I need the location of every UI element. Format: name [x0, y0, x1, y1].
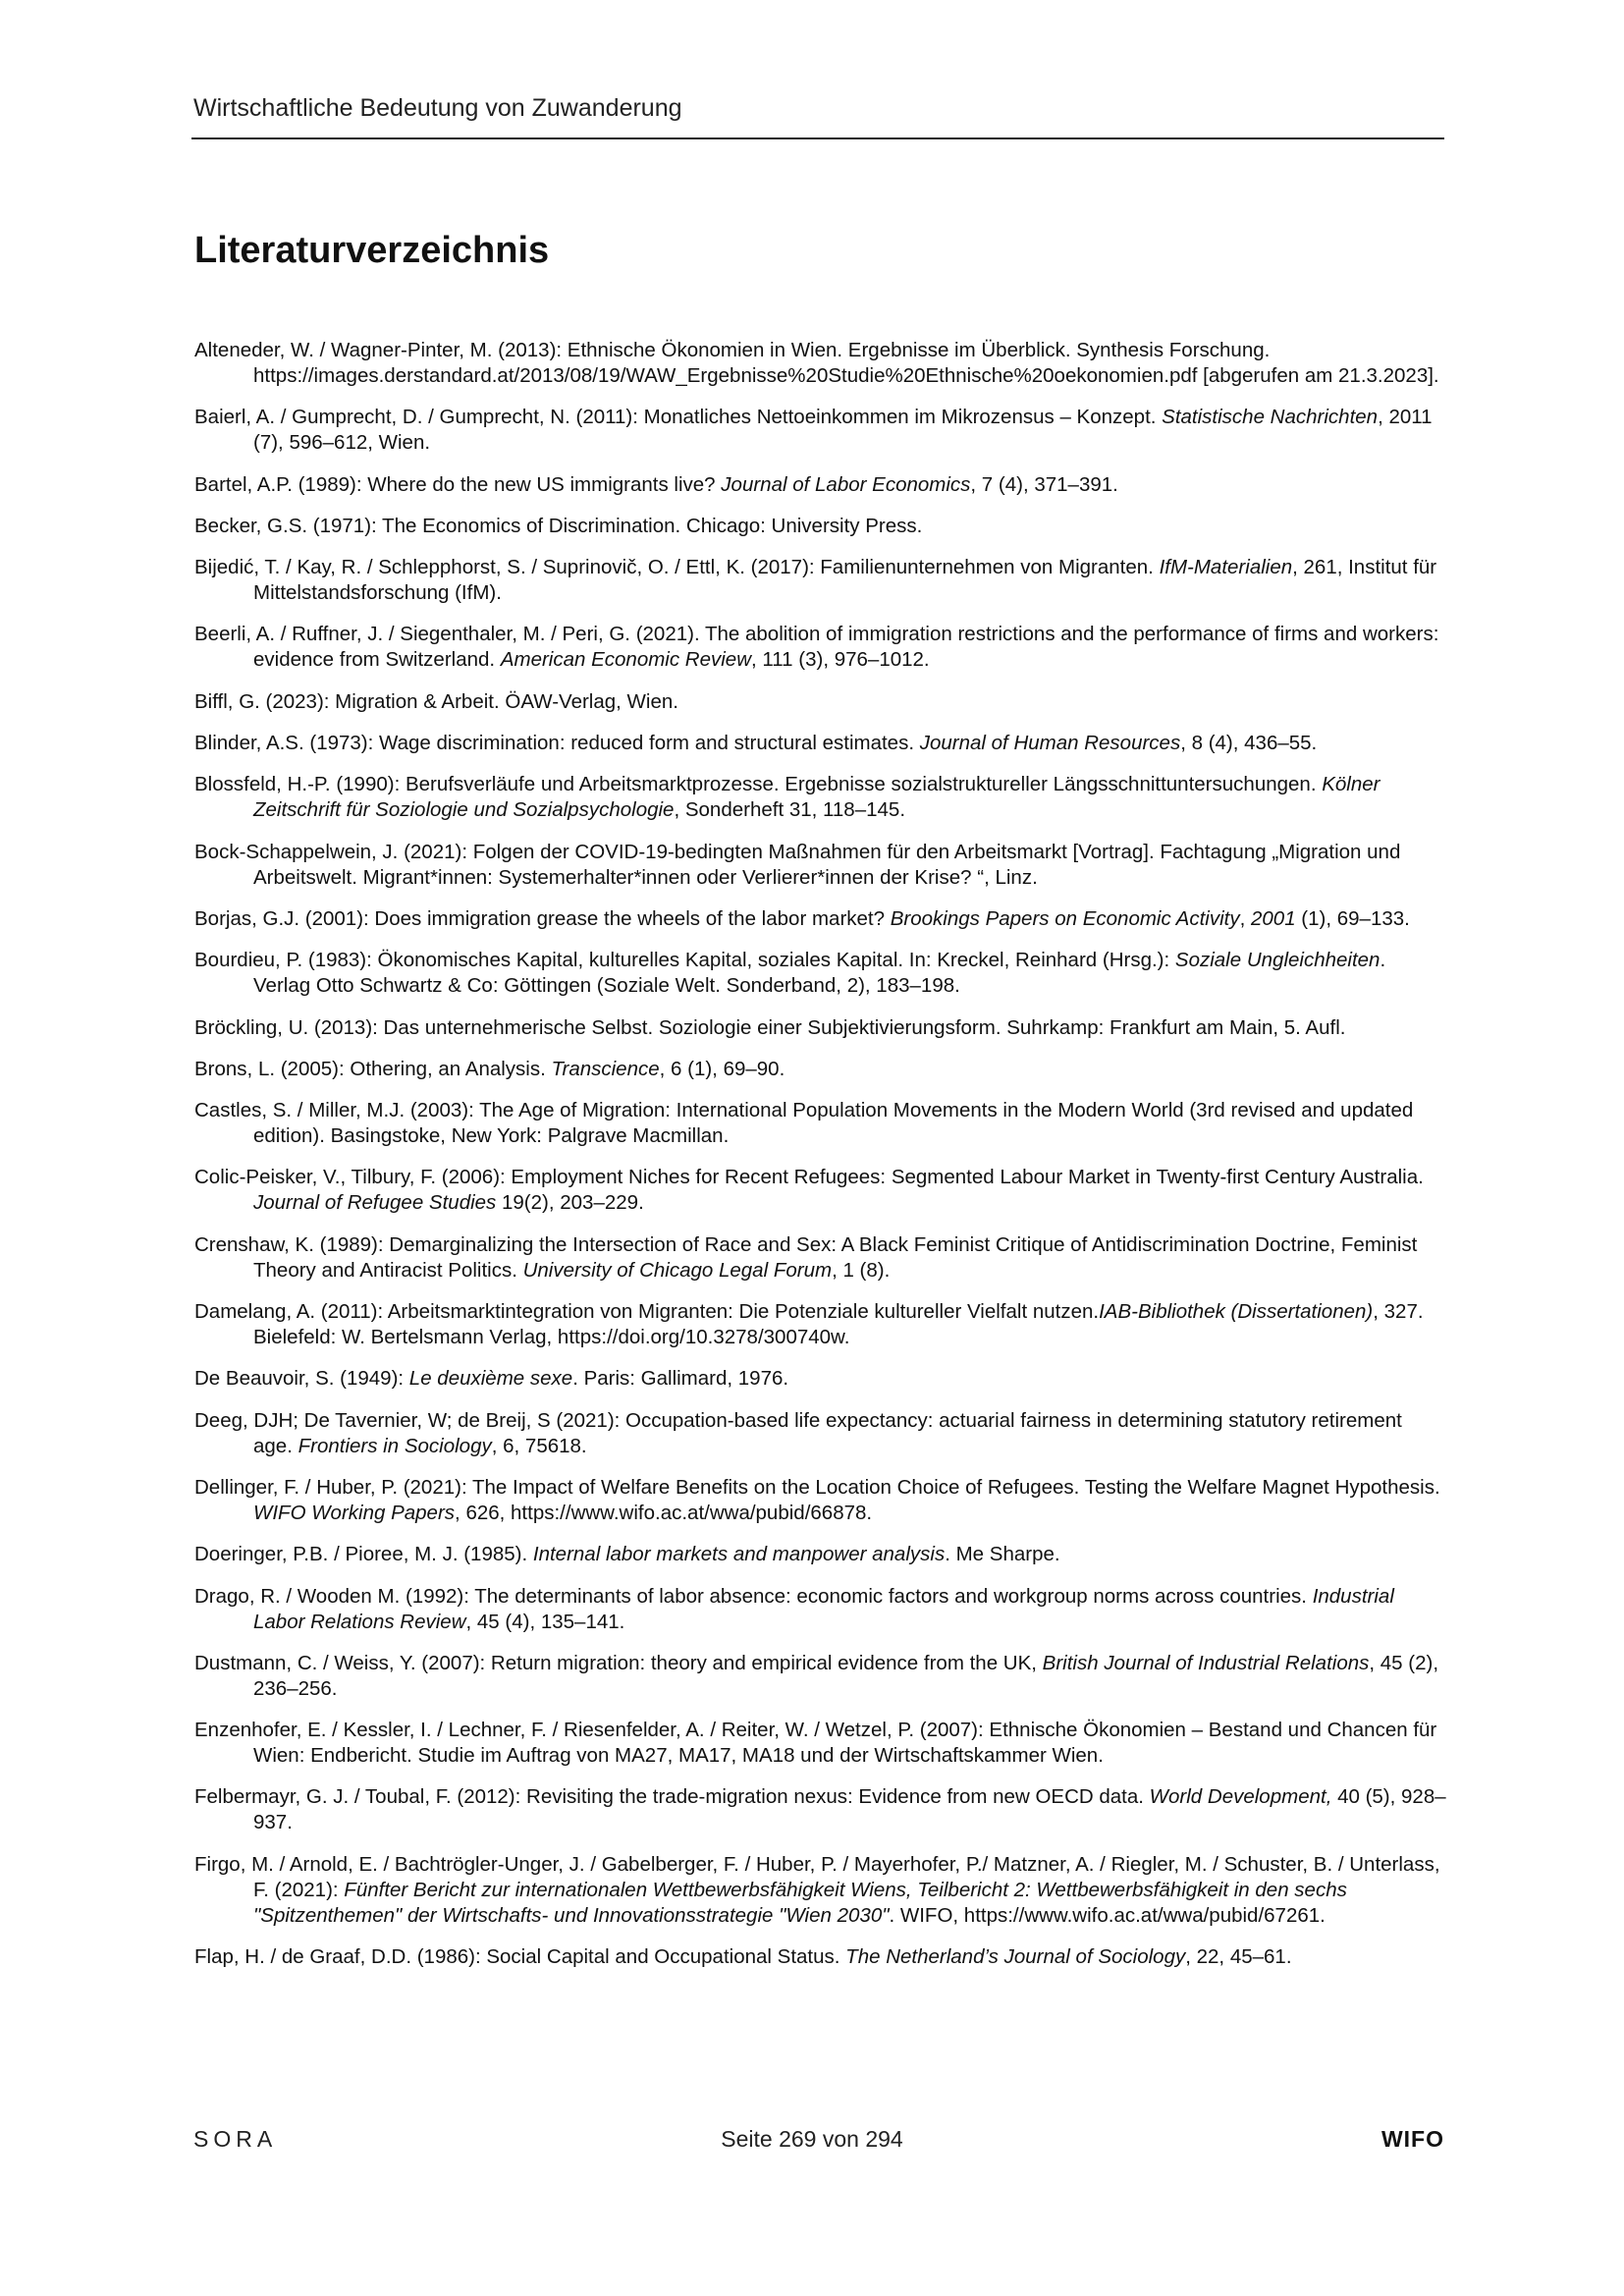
- reference-item: [194, 840, 1446, 891]
- reference-italic-segment: Journal of Labor Economics: [721, 472, 971, 496]
- page-footer: [0, 2126, 1624, 2159]
- reference-segment: , 22, 45–61.: [1185, 1945, 1292, 1969]
- reference-segment: Alteneder, W. / Wagner-Pinter, M. (2013): Ethnische Ökonomien in Wien. Ergebnisse im Überblick. Synthesis Forschung. https://images.derstandard.at/2013/08/19/WAW_Ergebnisse%20Studie%20Ethnische%20oekonomien.pdf [abgerufen am 21.3.2023].: [194, 339, 1439, 387]
- reference-item: [194, 689, 1446, 715]
- reference-segment: Doeringer, P.B. / Pioree, M. J. (1985).: [194, 1543, 533, 1566]
- reference-segment: Enzenhofer, E. / Kessler, I. / Lechner, F. / Riesenfelder, A. / Reiter, W. / Wetzel, P. (2007): Ethnische Ökonomien – Bestand und Chancen für Wien: Endbericht. Studie im Auftrag von MA27, MA17, MA18 und der Wirtschaftskammer Wien.: [194, 1719, 1437, 1768]
- reference-segment: , 327. Bielefeld: W. Bertelsmann Verlag, https://doi.org/10.3278/300740w.: [253, 1300, 1424, 1349]
- reference-segment: , 626, https://www.wifo.ac.at/wwa/pubid/66878.: [455, 1501, 873, 1524]
- reference-segment: , 6, 75618.: [491, 1434, 587, 1457]
- reference-item: [194, 1718, 1446, 1769]
- reference-item: [194, 1366, 1446, 1392]
- reference-italic-segment: IfM-Materialien: [1159, 556, 1293, 579]
- reference-item: [194, 1098, 1446, 1149]
- reference-segment: Crenshaw, K. (1989): Demarginalizing the Intersection of Race and Sex: A Black Feminist Critique of Antidiscrimination Doctrine, Feminist Theory and Antiracist Politics.: [194, 1232, 1418, 1282]
- reference-item: [194, 1165, 1446, 1216]
- reference-item: [194, 731, 1446, 756]
- reference-italic-segment: World Development,: [1149, 1785, 1332, 1809]
- footer-wifo-logo: WIFO: [1380, 2126, 1444, 2152]
- reference-segment: Biffl, G. (2023): Migration & Arbeit. ÖAW-Verlag, Wien.: [194, 689, 678, 713]
- reference-item: [194, 1232, 1446, 1284]
- reference-italic-segment: Statistische Nachrichten: [1162, 406, 1379, 429]
- reference-segment: . Verlag Otto Schwartz & Co: Göttingen (Soziale Welt. Sonderband, 2), 183–198.: [253, 949, 1386, 998]
- reference-item: [194, 514, 1446, 539]
- reference-item: [194, 948, 1446, 999]
- reference-segment: Deeg, DJH; De Tavernier, W; de Breij, S (2021): Occupation-based life expectancy: actuarial fairness in determining statutory retirement age.: [194, 1408, 1402, 1457]
- reference-segment: . WIFO, https://www.wifo.ac.at/wwa/pubid/67261.: [889, 1903, 1326, 1927]
- page-title: Literaturverzeichnis: [194, 230, 550, 271]
- reference-italic-segment: WIFO Working Papers: [253, 1501, 456, 1524]
- reference-segment: Baierl, A. / Gumprecht, D. / Gumprecht, N. (2011): Monatliches Nettoeinkommen im Mikrozensus – Konzept.: [194, 406, 1163, 429]
- reference-segment: Brons, L. (2005): Othering, an Analysis.: [194, 1057, 552, 1080]
- reference-item: [194, 1584, 1446, 1635]
- reference-segment: , 45 (4), 135–141.: [465, 1610, 625, 1633]
- reference-segment: ,: [1239, 906, 1251, 930]
- reference-italic-segment: Kölner Zeitschrift für Soziologie und Sozialpsychologie: [253, 773, 1380, 822]
- reference-item: [194, 1852, 1446, 1929]
- reference-segment: Flap, H. / de Graaf, D.D. (1986): Social Capital and Occupational Status.: [194, 1945, 846, 1969]
- page-number: Seite 269 von 294: [721, 2126, 903, 2152]
- reference-segment: Blinder, A.S. (1973): Wage discrimination: reduced form and structural estimates.: [194, 732, 920, 755]
- reference-segment: Dellinger, F. / Huber, P. (2021): The Impact of Welfare Benefits on the Location Choice of Refugees. Testing the Welfare Magnet Hypothesis.: [194, 1475, 1440, 1499]
- reference-italic-segment: University of Chicago Legal Forum: [522, 1258, 833, 1282]
- reference-segment: Borjas, G.J. (2001): Does immigration grease the wheels of the labor market?: [194, 906, 891, 930]
- reference-item: [194, 1015, 1446, 1041]
- reference-italic-segment: IAB-Bibliothek (Dissertationen): [1099, 1300, 1374, 1324]
- reference-italic-segment: Le deuxième sexe: [408, 1367, 573, 1391]
- reference-segment: Castles, S. / Miller, M.J. (2003): The Age of Migration: International Population Movements in the Modern World (3rd revised and updated edition). Basingstoke, New York: Palgrave Macmillan.: [194, 1099, 1414, 1148]
- reference-italic-segment: Journal of Refugee Studies: [253, 1191, 497, 1215]
- reference-item: [194, 338, 1446, 389]
- reference-italic-segment: Internal labor markets and manpower analysis: [532, 1543, 946, 1566]
- reference-segment: , 111 (3), 976–1012.: [751, 648, 930, 672]
- reference-item: [194, 405, 1446, 456]
- reference-item: [194, 1475, 1446, 1526]
- reference-segment: Colic-Peisker, V., Tilbury, F. (2006): Employment Niches for Recent Refugees: Segmented Labour Market in Twenty-first Century Australia.: [194, 1166, 1424, 1189]
- reference-segment: Beerli, A. / Ruffner, J. / Siegenthaler, M. / Peri, G. (2021). The abolition of immigration restrictions and the performance of firms and workers: evidence from Switzerland.: [194, 623, 1439, 672]
- footer-sora-logo: SORA: [193, 2126, 278, 2152]
- reference-segment: , 2011 (7), 596–612, Wien.: [253, 406, 1433, 455]
- reference-italic-segment: American Economic Review: [500, 648, 752, 672]
- reference-italic-segment: Journal of Human Resources: [919, 732, 1181, 755]
- reference-segment: Bröckling, U. (2013): Das unternehmerische Selbst. Soziologie einer Subjektivierungsform. Suhrkamp: Frankfurt am Main, 5. Aufl.: [194, 1015, 1346, 1039]
- reference-item: [194, 472, 1446, 498]
- reference-segment: . Me Sharpe.: [945, 1543, 1060, 1566]
- reference-item: [194, 555, 1446, 606]
- reference-item: [194, 1651, 1446, 1702]
- reference-segment: (1), 69–133.: [1295, 906, 1410, 930]
- reference-italic-segment: Industrial Labor Relations Review: [253, 1584, 1394, 1633]
- reference-italic-segment: 2001: [1251, 906, 1296, 930]
- reference-segment: Felbermayr, G. J. / Toubal, F. (2012): Revisiting the trade-migration nexus: Evidence from new OECD data.: [194, 1785, 1150, 1809]
- header-title: Wirtschaftliche Bedeutung von Zuwanderung: [193, 94, 682, 122]
- reference-segment: 40 (5), 928–937.: [253, 1785, 1446, 1834]
- reference-italic-segment: Brookings Papers on Economic Activity: [890, 906, 1240, 930]
- reference-segment: Dustmann, C. / Weiss, Y. (2007): Return migration: theory and empirical evidence from the UK,: [194, 1651, 1043, 1674]
- reference-item: [194, 622, 1446, 673]
- reference-segment: 19(2), 203–229.: [496, 1191, 644, 1215]
- reference-segment: Bourdieu, P. (1983): Ökonomisches Kapital, kulturelles Kapital, soziales Kapital. In: Kreckel, Reinhard (Hrsg.):: [194, 949, 1175, 972]
- reference-italic-segment: Fünfter Bericht zur internationalen Wettbewerbsfähigkeit Wiens, Teilbericht 2: Wettbewerbsfähigkeit in den sechs "Spitzenthemen" der Wirtschafts- und Innovationsstrategie "Wien 2030": [253, 1878, 1347, 1927]
- reference-segment: , 1 (8).: [832, 1258, 891, 1282]
- reference-item: [194, 1542, 1446, 1567]
- reference-item: [194, 1784, 1446, 1835]
- reference-segment: , 45 (2), 236–256.: [253, 1651, 1439, 1700]
- reference-item: [194, 1299, 1446, 1350]
- reference-item: [194, 906, 1446, 932]
- reference-segment: Becker, G.S. (1971): The Economics of Discrimination. Chicago: University Press.: [194, 514, 923, 537]
- reference-segment: Damelang, A. (2011): Arbeitsmarktintegration von Migranten: Die Potenziale kultureller Vielfalt nutzen.: [194, 1300, 1100, 1324]
- reference-segment: Bartel, A.P. (1989): Where do the new US immigrants live?: [194, 472, 722, 496]
- reference-item: [194, 1057, 1446, 1082]
- reference-segment: Bock-Schappelwein, J. (2021): Folgen der COVID-19-bedingten Maßnahmen für den Arbeitsmarkt [Vortrag]. Fachtagung „Migration und Arbeitswelt. Migrant*innen: Systemerhalter*innen oder Verlierer*innen der Krise? “, Linz.: [194, 840, 1401, 889]
- reference-italic-segment: The Netherland’s Journal of Sociology: [845, 1945, 1186, 1969]
- reference-item: [194, 1944, 1446, 1970]
- reference-segment: , Sonderheft 31, 118–145.: [674, 798, 906, 822]
- reference-italic-segment: Frontiers in Sociology: [298, 1434, 492, 1457]
- reference-item: [194, 1408, 1446, 1459]
- reference-segment: , 8 (4), 436–55.: [1180, 732, 1318, 755]
- reference-segment: , 7 (4), 371–391.: [970, 472, 1118, 496]
- reference-segment: , 6 (1), 69–90.: [659, 1057, 785, 1080]
- reference-item: [194, 772, 1446, 823]
- reference-italic-segment: Transcience: [551, 1057, 660, 1080]
- reference-italic-segment: British Journal of Industrial Relations: [1042, 1651, 1370, 1674]
- page-header: [191, 94, 1444, 139]
- reference-segment: Bijedić, T. / Kay, R. / Schlepphorst, S. / Suprinovič, O. / Ettl, K. (2017): Familienunternehmen von Migranten.: [194, 556, 1160, 579]
- reference-italic-segment: Soziale Ungleichheiten: [1174, 949, 1380, 972]
- reference-segment: Blossfeld, H.-P. (1990): Berufsverläufe und Arbeitsmarktprozesse. Ergebnisse sozialstruktureller Längsschnittuntersuchungen.: [194, 773, 1323, 796]
- reference-list: [194, 338, 1446, 1986]
- reference-segment: . Paris: Gallimard, 1976.: [572, 1367, 789, 1391]
- reference-segment: Drago, R. / Wooden M. (1992): The determinants of labor absence: economic factors and workgroup norms across countries.: [194, 1584, 1313, 1608]
- reference-segment: Firgo, M. / Arnold, E. / Bachtrögler-Unger, J. / Gabelberger, F. / Huber, P. / Mayerhofer, P./ Matzner, A. / Riegler, M. / Schuster, B. / Unterlass, F. (2021):: [194, 1852, 1440, 1901]
- reference-segment: , 261, Institut für Mittelstandsforschung (IfM).: [253, 556, 1437, 605]
- reference-segment: De Beauvoir, S. (1949):: [194, 1367, 409, 1391]
